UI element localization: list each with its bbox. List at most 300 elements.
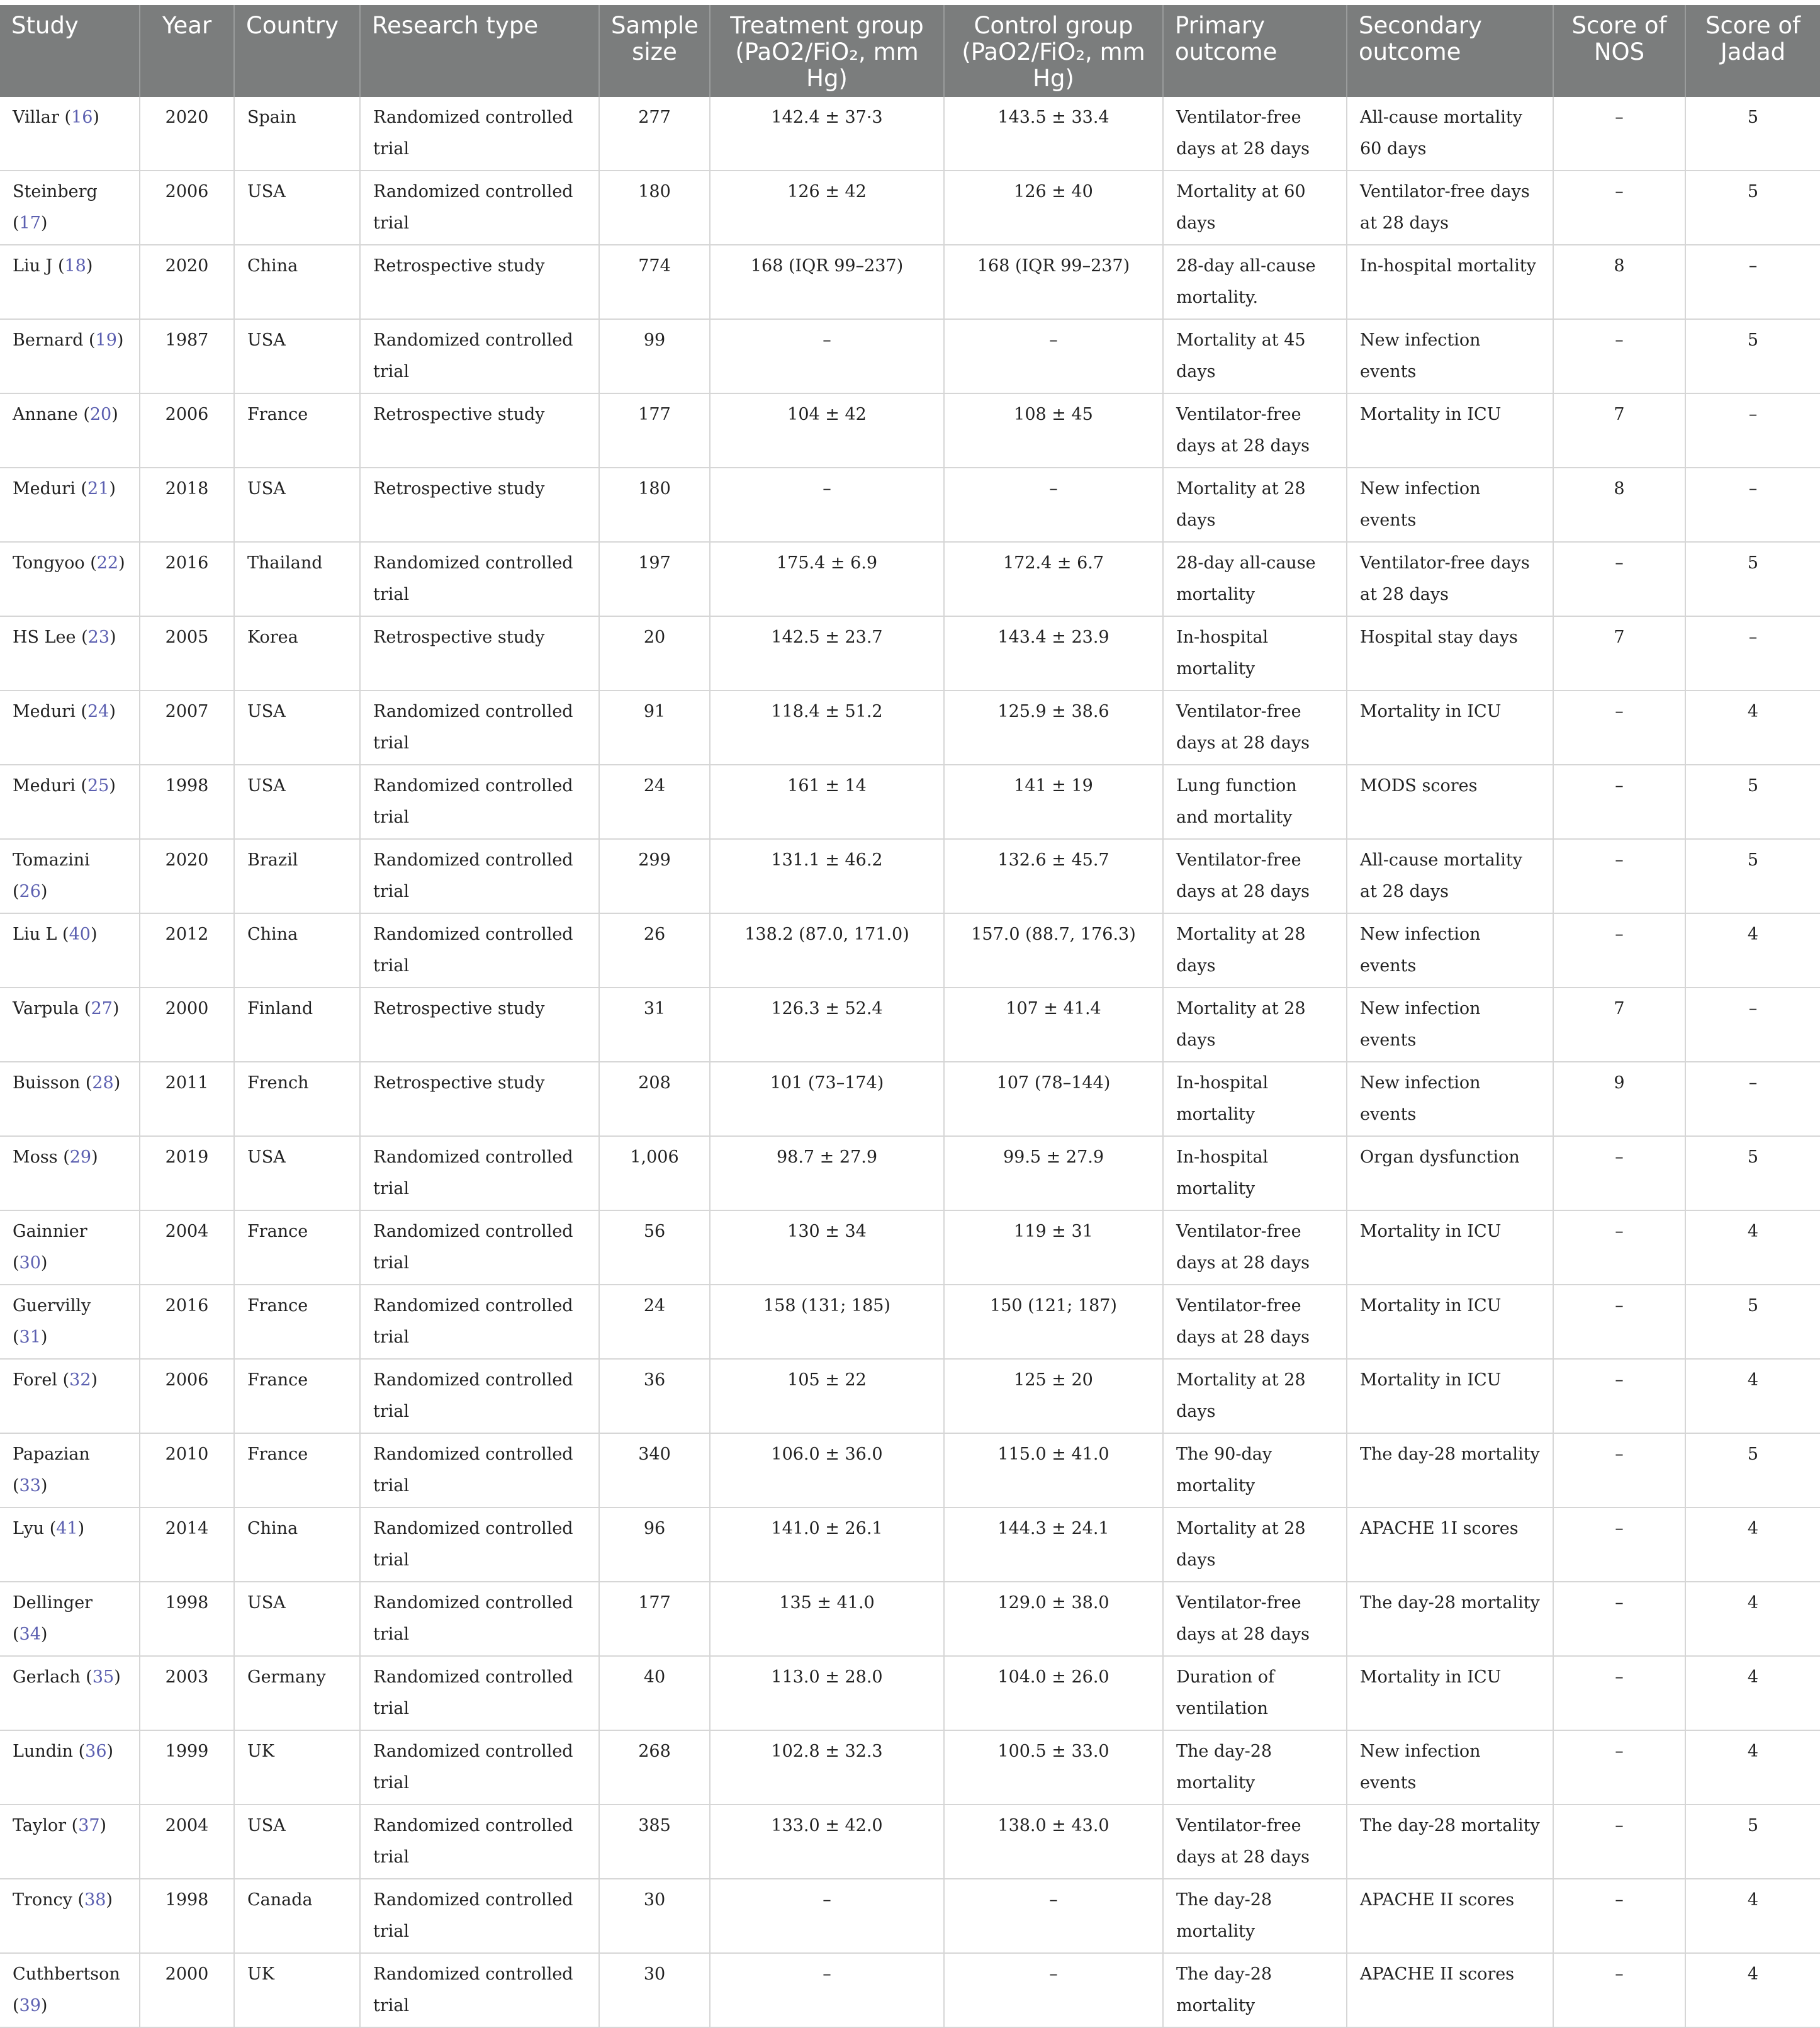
sample-size-cell: 30 — [599, 1879, 710, 1953]
country-cell: France — [234, 1285, 360, 1359]
study-name: Bernard — [13, 330, 84, 350]
treatment-cell: 161 ± 14 — [710, 765, 944, 839]
sample-size-cell: 24 — [599, 1285, 710, 1359]
reference-link[interactable]: 16 — [71, 108, 93, 127]
nos-score-cell: 7 — [1553, 393, 1685, 468]
research-type-cell: Randomized controlled trial — [360, 1953, 599, 2027]
jadad-score-cell: 4 — [1685, 690, 1820, 765]
year-cell: 1998 — [140, 765, 234, 839]
country-cell: USA — [234, 319, 360, 393]
treatment-cell: 141.0 ± 26.1 — [710, 1507, 944, 1582]
secondary-outcome-cell: APACHE 1I scores — [1347, 1507, 1553, 1582]
country-cell: UK — [234, 1730, 360, 1805]
treatment-cell: 113.0 ± 28.0 — [710, 1656, 944, 1730]
reference-link[interactable]: 18 — [64, 256, 86, 276]
study-cell: Gainnier (30) — [0, 1210, 140, 1285]
treatment-cell: 102.8 ± 32.3 — [710, 1730, 944, 1805]
reference-link[interactable]: 36 — [85, 1742, 107, 1761]
table-row — [0, 913, 1820, 988]
secondary-outcome-cell: Mortality in ICU — [1347, 1210, 1553, 1285]
primary-outcome-cell: The 90-day mortality — [1163, 1433, 1347, 1507]
jadad-score-cell: 5 — [1685, 1136, 1820, 1210]
country-cell: France — [234, 393, 360, 468]
study-name: Tongyoo — [13, 553, 85, 573]
table-row — [0, 393, 1820, 468]
year-cell: 2006 — [140, 393, 234, 468]
study-cell: Papazian (33) — [0, 1433, 140, 1507]
year-cell: 1998 — [140, 1879, 234, 1953]
study-name: Guervilly — [13, 1296, 91, 1315]
jadad-score-cell: 5 — [1685, 97, 1820, 171]
year-cell: 2010 — [140, 1433, 234, 1507]
header-primary-outcome: Primary outcome — [1163, 5, 1347, 97]
table-row — [0, 1656, 1820, 1730]
reference-link[interactable]: 23 — [87, 628, 110, 647]
table-row — [0, 1433, 1820, 1507]
reference-link[interactable]: 19 — [95, 330, 117, 350]
treatment-cell: 142.4 ± 37·3 — [710, 97, 944, 171]
study-name: Meduri — [13, 776, 76, 796]
study-cell: Moss (29) — [0, 1136, 140, 1210]
primary-outcome-cell: Mortality at 28 days — [1163, 913, 1347, 988]
nos-score-cell: – — [1553, 1136, 1685, 1210]
nos-score-cell: – — [1553, 1433, 1685, 1507]
table-row — [0, 542, 1820, 616]
research-type-cell: Randomized controlled trial — [360, 1285, 599, 1359]
control-cell: 143.4 ± 23.9 — [944, 616, 1163, 690]
country-cell: China — [234, 913, 360, 988]
research-type-cell: Randomized controlled trial — [360, 1805, 599, 1879]
treatment-cell: 131.1 ± 46.2 — [710, 839, 944, 913]
primary-outcome-cell: Ventilator-free days at 28 days — [1163, 1285, 1347, 1359]
study-name: Villar — [13, 108, 59, 127]
reference-link[interactable]: 37 — [78, 1816, 100, 1835]
country-cell: Finland — [234, 988, 360, 1062]
research-type-cell: Randomized controlled trial — [360, 1879, 599, 1953]
control-cell: – — [944, 319, 1163, 393]
study-name: Annane — [13, 405, 78, 424]
country-cell: French — [234, 1062, 360, 1136]
country-cell: Brazil — [234, 839, 360, 913]
reference-link[interactable]: 28 — [92, 1073, 114, 1093]
primary-outcome-cell: Duration of ventilation — [1163, 1656, 1347, 1730]
jadad-score-cell: – — [1685, 988, 1820, 1062]
study-name: Varpula — [13, 999, 79, 1018]
year-cell: 2011 — [140, 1062, 234, 1136]
nos-score-cell: – — [1553, 1953, 1685, 2027]
control-cell: 132.6 ± 45.7 — [944, 839, 1163, 913]
nos-score-cell: – — [1553, 1285, 1685, 1359]
study-name: Meduri — [13, 479, 76, 499]
reference-link[interactable]: 33 — [19, 1476, 41, 1496]
primary-outcome-cell: 28-day all-cause mortality — [1163, 542, 1347, 616]
header-score-nos: Score of NOS — [1553, 5, 1685, 97]
nos-score-cell: – — [1553, 1805, 1685, 1879]
primary-outcome-cell: Mortality at 60 days — [1163, 171, 1347, 245]
table-row — [0, 616, 1820, 690]
year-cell: 2016 — [140, 1285, 234, 1359]
country-cell: China — [234, 1507, 360, 1582]
study-cell: Tongyoo (22) — [0, 542, 140, 616]
reference-link[interactable]: 25 — [87, 776, 110, 796]
treatment-cell: – — [710, 1953, 944, 2027]
secondary-outcome-cell: Hospital stay days — [1347, 616, 1553, 690]
study-cell: Buisson (28) — [0, 1062, 140, 1136]
country-cell: USA — [234, 1136, 360, 1210]
study-cell: Villar (16) — [0, 97, 140, 171]
treatment-cell: 130 ± 34 — [710, 1210, 944, 1285]
secondary-outcome-cell: Mortality in ICU — [1347, 1656, 1553, 1730]
jadad-score-cell: 5 — [1685, 319, 1820, 393]
sample-size-cell: 36 — [599, 1359, 710, 1433]
country-cell: Korea — [234, 616, 360, 690]
treatment-cell: 106.0 ± 36.0 — [710, 1433, 944, 1507]
sample-size-cell: 277 — [599, 97, 710, 171]
control-cell: 143.5 ± 33.4 — [944, 97, 1163, 171]
primary-outcome-cell: Ventilator-free days at 28 days — [1163, 393, 1347, 468]
header-row — [0, 5, 1820, 97]
table-row — [0, 1507, 1820, 1582]
nos-score-cell: – — [1553, 1210, 1685, 1285]
primary-outcome-cell: Ventilator-free days at 28 days — [1163, 690, 1347, 765]
treatment-cell: 105 ± 22 — [710, 1359, 944, 1433]
sample-size-cell: 774 — [599, 245, 710, 319]
primary-outcome-cell: Ventilator-free days at 28 days — [1163, 1582, 1347, 1656]
table-row — [0, 1359, 1820, 1433]
study-cell: Meduri (21) — [0, 468, 140, 542]
study-name: HS Lee — [13, 628, 76, 647]
treatment-cell: 101 (73–174) — [710, 1062, 944, 1136]
reference-link[interactable]: 26 — [19, 882, 41, 901]
year-cell: 2012 — [140, 913, 234, 988]
control-cell: – — [944, 1879, 1163, 1953]
research-type-cell: Randomized controlled trial — [360, 1582, 599, 1656]
treatment-cell: 126 ± 42 — [710, 171, 944, 245]
study-name: Gainnier — [13, 1222, 87, 1241]
jadad-score-cell: 5 — [1685, 542, 1820, 616]
year-cell: 2007 — [140, 690, 234, 765]
header-year: Year — [140, 5, 234, 97]
treatment-cell: – — [710, 1879, 944, 1953]
sample-size-cell: 40 — [599, 1656, 710, 1730]
jadad-score-cell: 4 — [1685, 1359, 1820, 1433]
study-cell: Troncy (38) — [0, 1879, 140, 1953]
table-row — [0, 765, 1820, 839]
study-cell: Forel (32) — [0, 1359, 140, 1433]
table-row — [0, 1582, 1820, 1656]
jadad-score-cell: – — [1685, 1062, 1820, 1136]
jadad-score-cell: – — [1685, 393, 1820, 468]
research-type-cell: Randomized controlled trial — [360, 1136, 599, 1210]
secondary-outcome-cell: New infection events — [1347, 1730, 1553, 1805]
year-cell: 1999 — [140, 1730, 234, 1805]
year-cell: 1987 — [140, 319, 234, 393]
study-name: Meduri — [13, 702, 76, 721]
nos-score-cell: – — [1553, 542, 1685, 616]
study-name: Liu L — [13, 925, 57, 944]
header-country: Country — [234, 5, 360, 97]
jadad-score-cell: 5 — [1685, 1805, 1820, 1879]
sample-size-cell: 30 — [599, 1953, 710, 2027]
reference-link[interactable]: 17 — [19, 213, 41, 233]
nos-score-cell: – — [1553, 319, 1685, 393]
study-name: Troncy — [13, 1890, 72, 1910]
primary-outcome-cell: Lung function and mortality — [1163, 765, 1347, 839]
reference-link[interactable]: 24 — [87, 702, 110, 721]
year-cell: 2020 — [140, 97, 234, 171]
study-cell: Taylor (37) — [0, 1805, 140, 1879]
research-type-cell: Randomized controlled trial — [360, 542, 599, 616]
study-name: Buisson — [13, 1073, 81, 1093]
primary-outcome-cell: The day-28 mortality — [1163, 1953, 1347, 2027]
reference-link[interactable]: 22 — [96, 553, 119, 573]
primary-outcome-cell: Mortality at 28 days — [1163, 1507, 1347, 1582]
header-secondary-outcome: Secondary outcome — [1347, 5, 1553, 97]
primary-outcome-cell: Ventilator-free days at 28 days — [1163, 839, 1347, 913]
reference-link[interactable]: 35 — [92, 1667, 115, 1687]
header-research-type: Research type — [360, 5, 599, 97]
sample-size-cell: 26 — [599, 913, 710, 988]
research-type-cell: Randomized controlled trial — [360, 1730, 599, 1805]
secondary-outcome-cell: New infection events — [1347, 1062, 1553, 1136]
study-name: Forel — [13, 1370, 58, 1390]
reference-link[interactable]: 30 — [19, 1253, 41, 1273]
header-treatment-group: Treatment group (PaO2/FiO₂, mm Hg) — [710, 5, 944, 97]
study-cell: Dellinger (34) — [0, 1582, 140, 1656]
study-cell: Liu J (18) — [0, 245, 140, 319]
treatment-cell: 98.7 ± 27.9 — [710, 1136, 944, 1210]
reference-link[interactable]: 34 — [19, 1625, 41, 1644]
jadad-score-cell: 4 — [1685, 1507, 1820, 1582]
country-cell: France — [234, 1359, 360, 1433]
secondary-outcome-cell: All-cause mortality at 28 days — [1347, 839, 1553, 913]
reference-link[interactable]: 41 — [56, 1519, 78, 1538]
reference-link[interactable]: 27 — [91, 999, 113, 1018]
table-row — [0, 245, 1820, 319]
research-type-cell: Randomized controlled trial — [360, 97, 599, 171]
study-name: Tomazini — [13, 850, 90, 870]
nos-score-cell: – — [1553, 690, 1685, 765]
control-cell: 125 ± 20 — [944, 1359, 1163, 1433]
year-cell: 2004 — [140, 1210, 234, 1285]
sample-size-cell: 208 — [599, 1062, 710, 1136]
primary-outcome-cell: The day-28 mortality — [1163, 1879, 1347, 1953]
control-cell: 168 (IQR 99–237) — [944, 245, 1163, 319]
control-cell: 144.3 ± 24.1 — [944, 1507, 1163, 1582]
table-row — [0, 839, 1820, 913]
sample-size-cell: 91 — [599, 690, 710, 765]
country-cell: France — [234, 1210, 360, 1285]
reference-link[interactable]: 39 — [19, 1996, 41, 2015]
research-type-cell: Randomized controlled trial — [360, 1210, 599, 1285]
control-cell: 107 ± 41.4 — [944, 988, 1163, 1062]
study-cell: HS Lee (23) — [0, 616, 140, 690]
jadad-score-cell: 5 — [1685, 839, 1820, 913]
table-row — [0, 468, 1820, 542]
study-name: Lundin — [13, 1742, 74, 1761]
country-cell: USA — [234, 765, 360, 839]
sample-size-cell: 96 — [599, 1507, 710, 1582]
control-cell: 150 (121; 187) — [944, 1285, 1163, 1359]
reference-link[interactable]: 21 — [87, 479, 110, 499]
nos-score-cell: – — [1553, 1582, 1685, 1656]
nos-score-cell: – — [1553, 839, 1685, 913]
treatment-cell: 168 (IQR 99–237) — [710, 245, 944, 319]
control-cell: 126 ± 40 — [944, 171, 1163, 245]
control-cell: 141 ± 19 — [944, 765, 1163, 839]
research-type-cell: Retrospective study — [360, 245, 599, 319]
secondary-outcome-cell: The day-28 mortality — [1347, 1805, 1553, 1879]
control-cell: 115.0 ± 41.0 — [944, 1433, 1163, 1507]
reference-link[interactable]: 20 — [89, 405, 112, 424]
table-row — [0, 1879, 1820, 1953]
study-cell: Tomazini (26) — [0, 839, 140, 913]
secondary-outcome-cell: APACHE II scores — [1347, 1953, 1553, 2027]
primary-outcome-cell: Mortality at 45 days — [1163, 319, 1347, 393]
control-cell: 107 (78–144) — [944, 1062, 1163, 1136]
sample-size-cell: 56 — [599, 1210, 710, 1285]
table-row — [0, 319, 1820, 393]
control-cell: 129.0 ± 38.0 — [944, 1582, 1163, 1656]
nos-score-cell: 8 — [1553, 245, 1685, 319]
treatment-cell: 138.2 (87.0, 171.0) — [710, 913, 944, 988]
study-name: Steinberg — [13, 182, 98, 201]
sample-size-cell: 177 — [599, 393, 710, 468]
sample-size-cell: 180 — [599, 171, 710, 245]
study-name: Gerlach — [13, 1667, 81, 1687]
sample-size-cell: 24 — [599, 765, 710, 839]
study-cell: Lundin (36) — [0, 1730, 140, 1805]
jadad-score-cell: 5 — [1685, 765, 1820, 839]
header-sample-size: Sample size — [599, 5, 710, 97]
research-type-cell: Randomized controlled trial — [360, 1433, 599, 1507]
jadad-score-cell: 5 — [1685, 1285, 1820, 1359]
table-row — [0, 1062, 1820, 1136]
secondary-outcome-cell: MODS scores — [1347, 765, 1553, 839]
secondary-outcome-cell: New infection events — [1347, 913, 1553, 988]
control-cell: 104.0 ± 26.0 — [944, 1656, 1163, 1730]
study-cell: Liu L (40) — [0, 913, 140, 988]
nos-score-cell: – — [1553, 97, 1685, 171]
jadad-score-cell: 4 — [1685, 1730, 1820, 1805]
secondary-outcome-cell: APACHE II scores — [1347, 1879, 1553, 1953]
primary-outcome-cell: Ventilator-free days at 28 days — [1163, 97, 1347, 171]
control-cell: – — [944, 468, 1163, 542]
year-cell: 2000 — [140, 1953, 234, 2027]
year-cell: 2016 — [140, 542, 234, 616]
year-cell: 2004 — [140, 1805, 234, 1879]
table-body — [0, 97, 1820, 2027]
primary-outcome-cell: In-hospital mortality — [1163, 1062, 1347, 1136]
control-cell: 157.0 (88.7, 176.3) — [944, 913, 1163, 988]
year-cell: 2000 — [140, 988, 234, 1062]
table-row — [0, 97, 1820, 171]
reference-link[interactable]: 29 — [69, 1147, 92, 1167]
secondary-outcome-cell: Mortality in ICU — [1347, 1285, 1553, 1359]
secondary-outcome-cell: Mortality in ICU — [1347, 690, 1553, 765]
study-cell: Bernard (19) — [0, 319, 140, 393]
study-cell: Cuthbertson (39) — [0, 1953, 140, 2027]
sample-size-cell: 268 — [599, 1730, 710, 1805]
nos-score-cell: 7 — [1553, 616, 1685, 690]
country-cell: USA — [234, 468, 360, 542]
header-control-group: Control group (PaO2/FiO₂, mm Hg) — [944, 5, 1163, 97]
study-cell: Guervilly (31) — [0, 1285, 140, 1359]
sample-size-cell: 340 — [599, 1433, 710, 1507]
study-cell: Meduri (24) — [0, 690, 140, 765]
research-type-cell: Retrospective study — [360, 616, 599, 690]
studies-table — [0, 5, 1820, 2028]
secondary-outcome-cell: The day-28 mortality — [1347, 1582, 1553, 1656]
control-cell: 119 ± 31 — [944, 1210, 1163, 1285]
secondary-outcome-cell: New infection events — [1347, 468, 1553, 542]
secondary-outcome-cell: Ventilator-free days at 28 days — [1347, 542, 1553, 616]
reference-link[interactable]: 38 — [84, 1890, 106, 1910]
table-row — [0, 1953, 1820, 2027]
reference-link[interactable]: 31 — [19, 1327, 41, 1347]
year-cell: 2020 — [140, 839, 234, 913]
treatment-cell: 135 ± 41.0 — [710, 1582, 944, 1656]
sample-size-cell: 385 — [599, 1805, 710, 1879]
research-type-cell: Randomized controlled trial — [360, 171, 599, 245]
country-cell: Canada — [234, 1879, 360, 1953]
primary-outcome-cell: In-hospital mortality — [1163, 616, 1347, 690]
secondary-outcome-cell: All-cause mortality 60 days — [1347, 97, 1553, 171]
table-container — [0, 5, 1820, 2028]
treatment-cell: 175.4 ± 6.9 — [710, 542, 944, 616]
treatment-cell: – — [710, 319, 944, 393]
secondary-outcome-cell: Ventilator-free days at 28 days — [1347, 171, 1553, 245]
secondary-outcome-cell: New infection events — [1347, 988, 1553, 1062]
year-cell: 2003 — [140, 1656, 234, 1730]
primary-outcome-cell: 28-day all-cause mortality. — [1163, 245, 1347, 319]
country-cell: France — [234, 1433, 360, 1507]
primary-outcome-cell: Mortality at 28 days — [1163, 988, 1347, 1062]
table-row — [0, 1285, 1820, 1359]
country-cell: Thailand — [234, 542, 360, 616]
nos-score-cell: – — [1553, 1656, 1685, 1730]
year-cell: 2020 — [140, 245, 234, 319]
secondary-outcome-cell: New infection events — [1347, 319, 1553, 393]
sample-size-cell: 20 — [599, 616, 710, 690]
primary-outcome-cell: Mortality at 28 days — [1163, 468, 1347, 542]
jadad-score-cell: 4 — [1685, 913, 1820, 988]
research-type-cell: Randomized controlled trial — [360, 1359, 599, 1433]
reference-link[interactable]: 40 — [69, 925, 91, 944]
nos-score-cell: 9 — [1553, 1062, 1685, 1136]
control-cell: 172.4 ± 6.7 — [944, 542, 1163, 616]
country-cell: Spain — [234, 97, 360, 171]
table-row — [0, 1730, 1820, 1805]
jadad-score-cell: 4 — [1685, 1953, 1820, 2027]
primary-outcome-cell: Ventilator-free days at 28 days — [1163, 1805, 1347, 1879]
research-type-cell: Retrospective study — [360, 988, 599, 1062]
reference-link[interactable]: 32 — [69, 1370, 91, 1390]
country-cell: USA — [234, 1805, 360, 1879]
sample-size-cell: 31 — [599, 988, 710, 1062]
country-cell: USA — [234, 690, 360, 765]
study-name: Cuthbertson — [13, 1964, 120, 1984]
study-cell: Lyu (41) — [0, 1507, 140, 1582]
treatment-cell: 104 ± 42 — [710, 393, 944, 468]
treatment-cell: 133.0 ± 42.0 — [710, 1805, 944, 1879]
control-cell: – — [944, 1953, 1163, 2027]
treatment-cell: 118.4 ± 51.2 — [710, 690, 944, 765]
table-row — [0, 1210, 1820, 1285]
nos-score-cell: – — [1553, 765, 1685, 839]
treatment-cell: 126.3 ± 52.4 — [710, 988, 944, 1062]
secondary-outcome-cell: Mortality in ICU — [1347, 1359, 1553, 1433]
